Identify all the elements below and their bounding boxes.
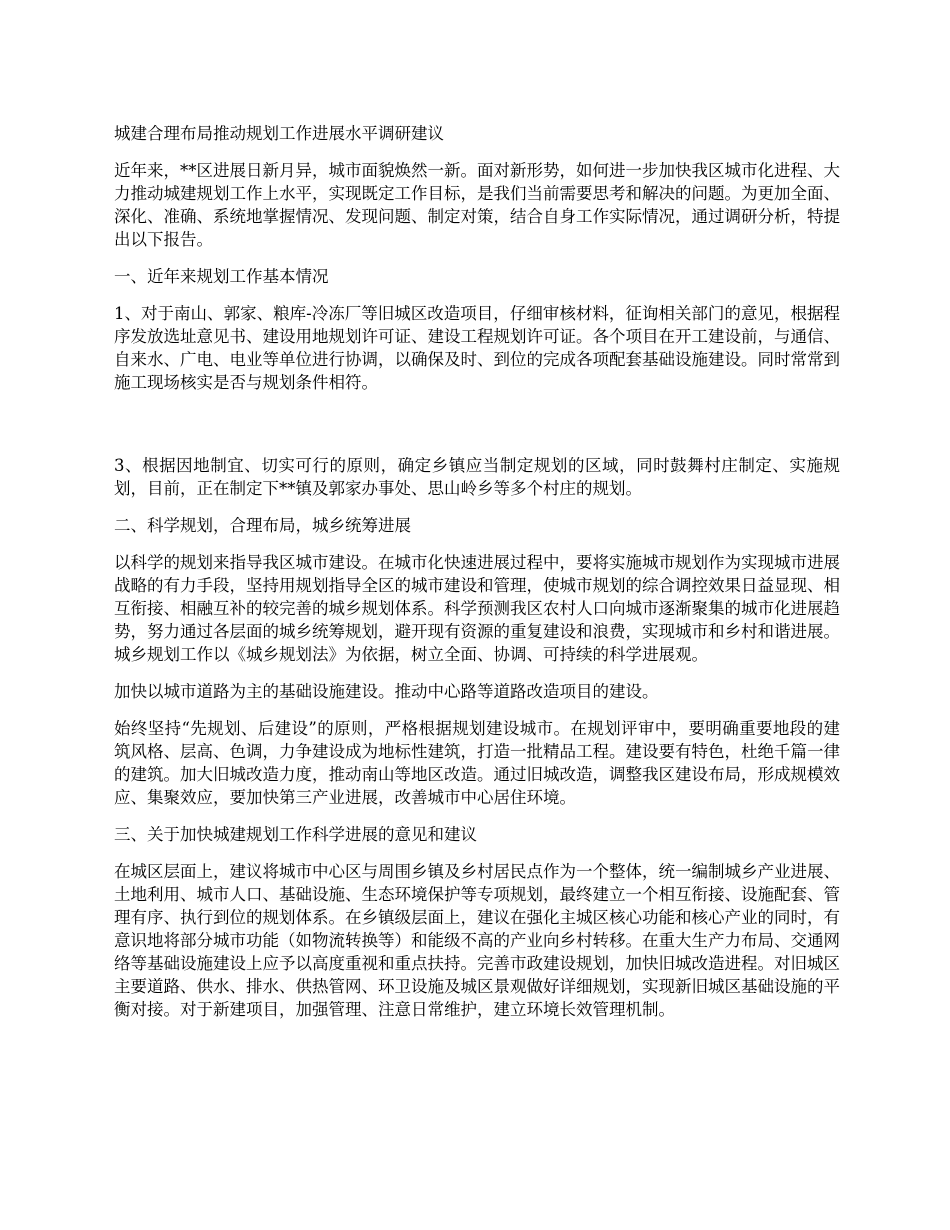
blank-gap [114,408,840,454]
section-2-paragraph-3: 始终坚持“先规划、后建设”的原则，严格根据规划建设城市。在规划评审中，要明确重要地段的建筑风格、层高、色调，力争建设成为地标性建筑，打造一批精品工程。建设要有特色，杜绝千篇一律的建筑。加大旧城改造力度，推动南山等地区改造。通过旧城改造，调整我区建设布局，形成规模效应、集聚效应，要加快第三产业进展，改善城市中心居住环境。 [114,719,840,807]
section-2-heading: 二、科学规划，合理布局，城乡统筹进展 [114,516,411,535]
document-body [114,122,840,1035]
section-3-heading: 三、关于加快城建规划工作科学进展的意见和建议 [114,825,477,844]
section-1-item-1: 1、对于南山、郭家、粮库-冷冻厂等旧城区改造项目，仔细审核材料，征询相关部门的意见，根据程序发放选址意见书、建设用地规划许可证、建设工程规划许可证。各个项目在开工建设前，与通信、自来水、广电、电业等单位进行协调，以确保及时、到位的完成各项配套基础设施建设。同时常常到施工现场核实是否与规划条件相符。 [114,304,840,392]
section-2-paragraph-1: 以科学的规划来指导我区城市建设。在城市化快速进展过程中，要将实施城市规划作为实现城市进展战略的有力手段，坚持用规划指导全区的城市建设和管理，使城市规划的综合调控效果日益显现、相互衔接、相融互补的较完善的城乡规划体系。科学预测我区农村人口向城市逐渐聚集的城市化进展趋势，努力通过各层面的城乡统筹规划，避开现有资源的重复建设和浪费，实现城市和乡村和谐进展。城乡规划工作以《城乡规划法》为依据，树立全面、协调、可持续的科学进展观。 [114,553,840,664]
section-2-paragraph-2: 加快以城市道路为主的基础设施建设。推动中心路等道路改造项目的建设。 [114,682,659,701]
section-1-heading: 一、近年来规划工作基本情况 [114,267,329,286]
intro-paragraph: 近年来，**区进展日新月异，城市面貌焕然一新。面对新形势，如何进一步加快我区城市化进程、大力推动城建规划工作上水平，实现既定工作目标，是我们当前需要思考和解决的问题。为更加全面、深化、准确、系统地掌握情况、发现问题、制定对策，结合自身工作实际情况，通过调研分析，特提出以下报告。 [114,161,840,249]
section-3-paragraph-1: 在城区层面上，建议将城市中心区与周围乡镇及乡村居民点作为一个整体，统一编制城乡产业进展、土地利用、城市人口、基础设施、生态环境保护等专项规划，最终建立一个相互衔接、设施配套、管理有序、执行到位的规划体系。在乡镇级层面上，建议在强化主城区核心功能和核心产业的同时，有意识地将部分城市功能（如物流转换等）和能级不高的产业向乡村转移。在重大生产力布局、交通网络等基础设施建设上应予以高度重视和重点扶持。完善市政建设规划，加快旧城改造进程。对旧城区主要道路、供水、排水、供热管网、环卫设施及城区景观做好详细规划，实现新旧城区基础设施的平衡对接。对于新建项目，加强管理、注意日常维护，建立环境长效管理机制。 [114,862,840,1019]
document-title: 城建合理布局推动规划工作进展水平调研建议 [114,124,444,143]
section-1-item-3: 3、根据因地制宜、切实可行的原则，确定乡镇应当制定规划的区域，同时鼓舞村庄制定、实施规划，目前，正在制定下**镇及郭家办事处、思山岭乡等多个村庄的规划。 [114,456,840,498]
